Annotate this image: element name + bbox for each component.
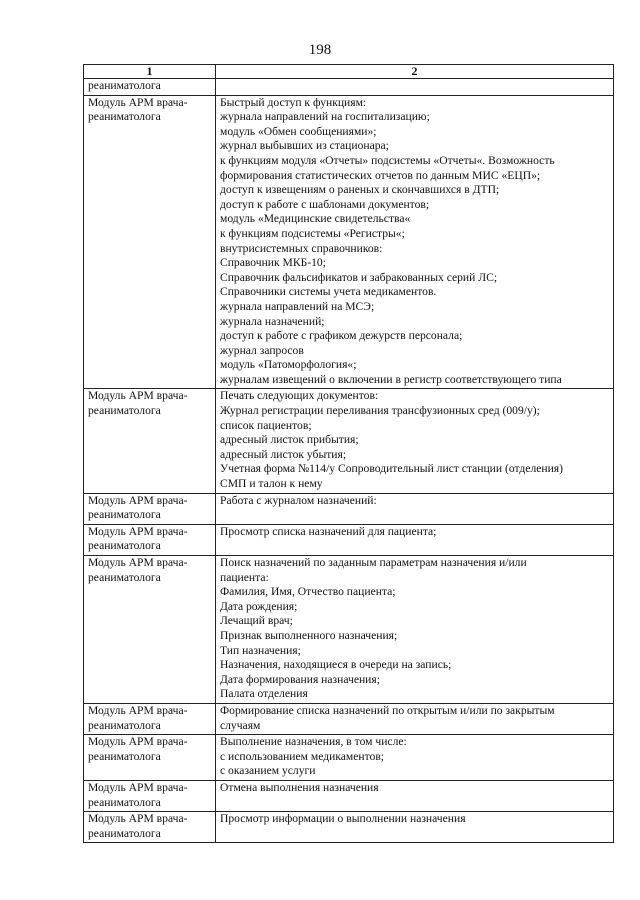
table-row: [84, 79, 614, 96]
table-row: [84, 735, 614, 781]
function-text-line: модуль «Обмен сообщениями»;: [220, 124, 377, 138]
function-text-line: журнал запросов: [220, 343, 304, 357]
function-text-line: Лечащий врач;: [220, 614, 293, 628]
function-text-line: к функциям подсистемы «Регистры«;: [220, 226, 405, 240]
function-cell: [216, 524, 614, 555]
function-text-line: Отмена выполнения назначения: [220, 780, 379, 794]
function-text-line: Тип назначения;: [220, 643, 301, 657]
table-row: [84, 812, 614, 843]
function-text-line: Формирование списка назначений по открытым и/или по закрытым: [220, 703, 555, 717]
module-name-line: Модуль АРМ врача-: [88, 524, 188, 538]
module-name-line: Модуль АРМ врача-: [88, 493, 188, 507]
module-cell: [84, 703, 216, 734]
function-text-line: Справочник фальсификатов и забракованных серий ЛС;: [220, 270, 498, 284]
function-text-line: Назначения, находящиеся в очереди на запись;: [220, 658, 452, 672]
function-text-line: Работа с журналом назначений:: [220, 493, 377, 507]
function-text-line: с оказанием услуги: [220, 764, 316, 778]
function-cell: [216, 79, 614, 96]
function-text-line: Просмотр списка назначений для пациента;: [220, 524, 437, 538]
module-cell: [84, 95, 216, 389]
module-cell: [84, 780, 216, 811]
module-name-line: реаниматолога: [88, 404, 161, 418]
function-text-line: Фамилия, Имя, Отчество пациента;: [220, 585, 396, 599]
function-text-line: журналам извещений о включении в регистр соответствующего типа: [220, 372, 562, 386]
module-cell: [84, 79, 216, 96]
module-name-line: Модуль АРМ врача-: [88, 735, 188, 749]
module-cell: [84, 493, 216, 524]
function-cell: [216, 812, 614, 843]
page-number: 198: [308, 42, 332, 58]
function-text-line: Печать следующих документов:: [220, 389, 379, 403]
function-cell: [216, 95, 614, 389]
module-name-line: Модуль АРМ врача-: [88, 812, 188, 826]
function-text-line: формирования статистических отчетов по данным МИС «ЕЦП»;: [220, 168, 541, 182]
function-text-line: случаям: [220, 718, 261, 732]
function-text-line: адресный листок прибытия;: [220, 433, 359, 447]
function-text-line: модуль «Патоморфология«;: [220, 358, 357, 372]
table-row: [84, 524, 614, 555]
function-text-line: модуль «Медицинские свидетельства«: [220, 212, 411, 226]
table-body: [84, 79, 614, 843]
module-name-line: Модуль АРМ врача-: [88, 389, 188, 403]
module-name-line: Модуль АРМ врача-: [88, 95, 188, 109]
module-cell: [84, 556, 216, 704]
function-text-line: журнала направлений на МСЭ;: [220, 299, 375, 313]
function-text-line: Учетная форма №114/у Сопроводительный лист станции (отделения): [220, 462, 563, 476]
function-text-line: Справочник МКБ-10;: [220, 256, 326, 270]
function-text-line: с использованием медикаментов;: [220, 749, 385, 763]
function-text-line: Журнал регистрации переливания трансфузионных сред (009/у);: [220, 404, 540, 418]
module-cell: [84, 735, 216, 781]
function-text-line: доступ к работе с шаблонами документов;: [220, 197, 430, 211]
module-name-line: Модуль АРМ врача-: [88, 556, 188, 569]
function-text-line: Просмотр информации о выполнении назначения: [220, 812, 466, 826]
table-row: [84, 493, 614, 524]
function-text-line: к функциям модуля «Отчеты» подсистемы «Отчеты«. Возможность: [220, 153, 555, 167]
table-row: [84, 780, 614, 811]
table-row: [84, 556, 614, 704]
function-text-line: Палата отделения: [220, 687, 308, 701]
module-name-line: Модуль АРМ врача-: [88, 780, 188, 794]
function-cell: [216, 780, 614, 811]
module-name-line: реаниматолога: [88, 718, 161, 732]
function-cell: [216, 493, 614, 524]
function-text-line: Справочники системы учета медикаментов.: [220, 285, 437, 299]
function-text-line: доступ к извещениям о раненых и скончавшихся в ДТП;: [220, 183, 500, 197]
functions-table: [83, 64, 614, 843]
function-text-line: СМП и талон к нему: [220, 477, 323, 491]
table-row: [84, 95, 614, 389]
module-name-line: реаниматолога: [88, 570, 161, 584]
function-cell: [216, 703, 614, 734]
function-text-line: Поиск назначений по заданным параметрам назначения и/или: [220, 556, 527, 569]
module-name-line: реаниматолога: [88, 508, 161, 522]
module-name-line: реаниматолога: [88, 795, 161, 809]
table-header-row: [84, 65, 614, 79]
function-text-line: Быстрый доступ к функциям:: [220, 95, 367, 109]
module-name-line: реаниматолога: [88, 539, 161, 553]
function-text-line: журнала направлений на госпитализацию;: [220, 110, 430, 124]
module-name-line: реаниматолога: [88, 749, 161, 763]
function-text-line: журнал выбывших из стационара;: [220, 139, 389, 153]
module-cell: [84, 389, 216, 493]
function-cell: [216, 389, 614, 493]
function-text-line: [220, 79, 610, 94]
function-text-line: пациента:: [220, 570, 269, 584]
column-header-1: 1: [84, 65, 216, 79]
function-text-line: Дата рождения;: [220, 599, 298, 613]
function-text-line: Признак выполненного назначения;: [220, 628, 398, 642]
table-row: [84, 389, 614, 493]
function-text-line: внутрисистемных справочников:: [220, 241, 383, 255]
function-cell: [216, 556, 614, 704]
table-row: [84, 703, 614, 734]
module-name-line: реаниматолога: [88, 110, 161, 124]
module-name-line: Модуль АРМ врача-: [88, 703, 188, 717]
function-text-line: список пациентов;: [220, 418, 312, 432]
module-cell: [84, 524, 216, 555]
module-name-line: реаниматолога: [88, 826, 161, 840]
module-name-line: реаниматолога: [88, 79, 161, 92]
column-header-2: 2: [216, 65, 614, 79]
function-cell: [216, 735, 614, 781]
function-text-line: журнала назначений;: [220, 314, 325, 328]
function-text-line: Выполнение назначения, в том числе:: [220, 735, 407, 749]
function-text-line: адресный листок убытия;: [220, 447, 347, 461]
function-text-line: доступ к работе с графиком дежурств персонала;: [220, 329, 463, 343]
function-text-line: Дата формирования назначения;: [220, 672, 380, 686]
module-cell: [84, 812, 216, 843]
